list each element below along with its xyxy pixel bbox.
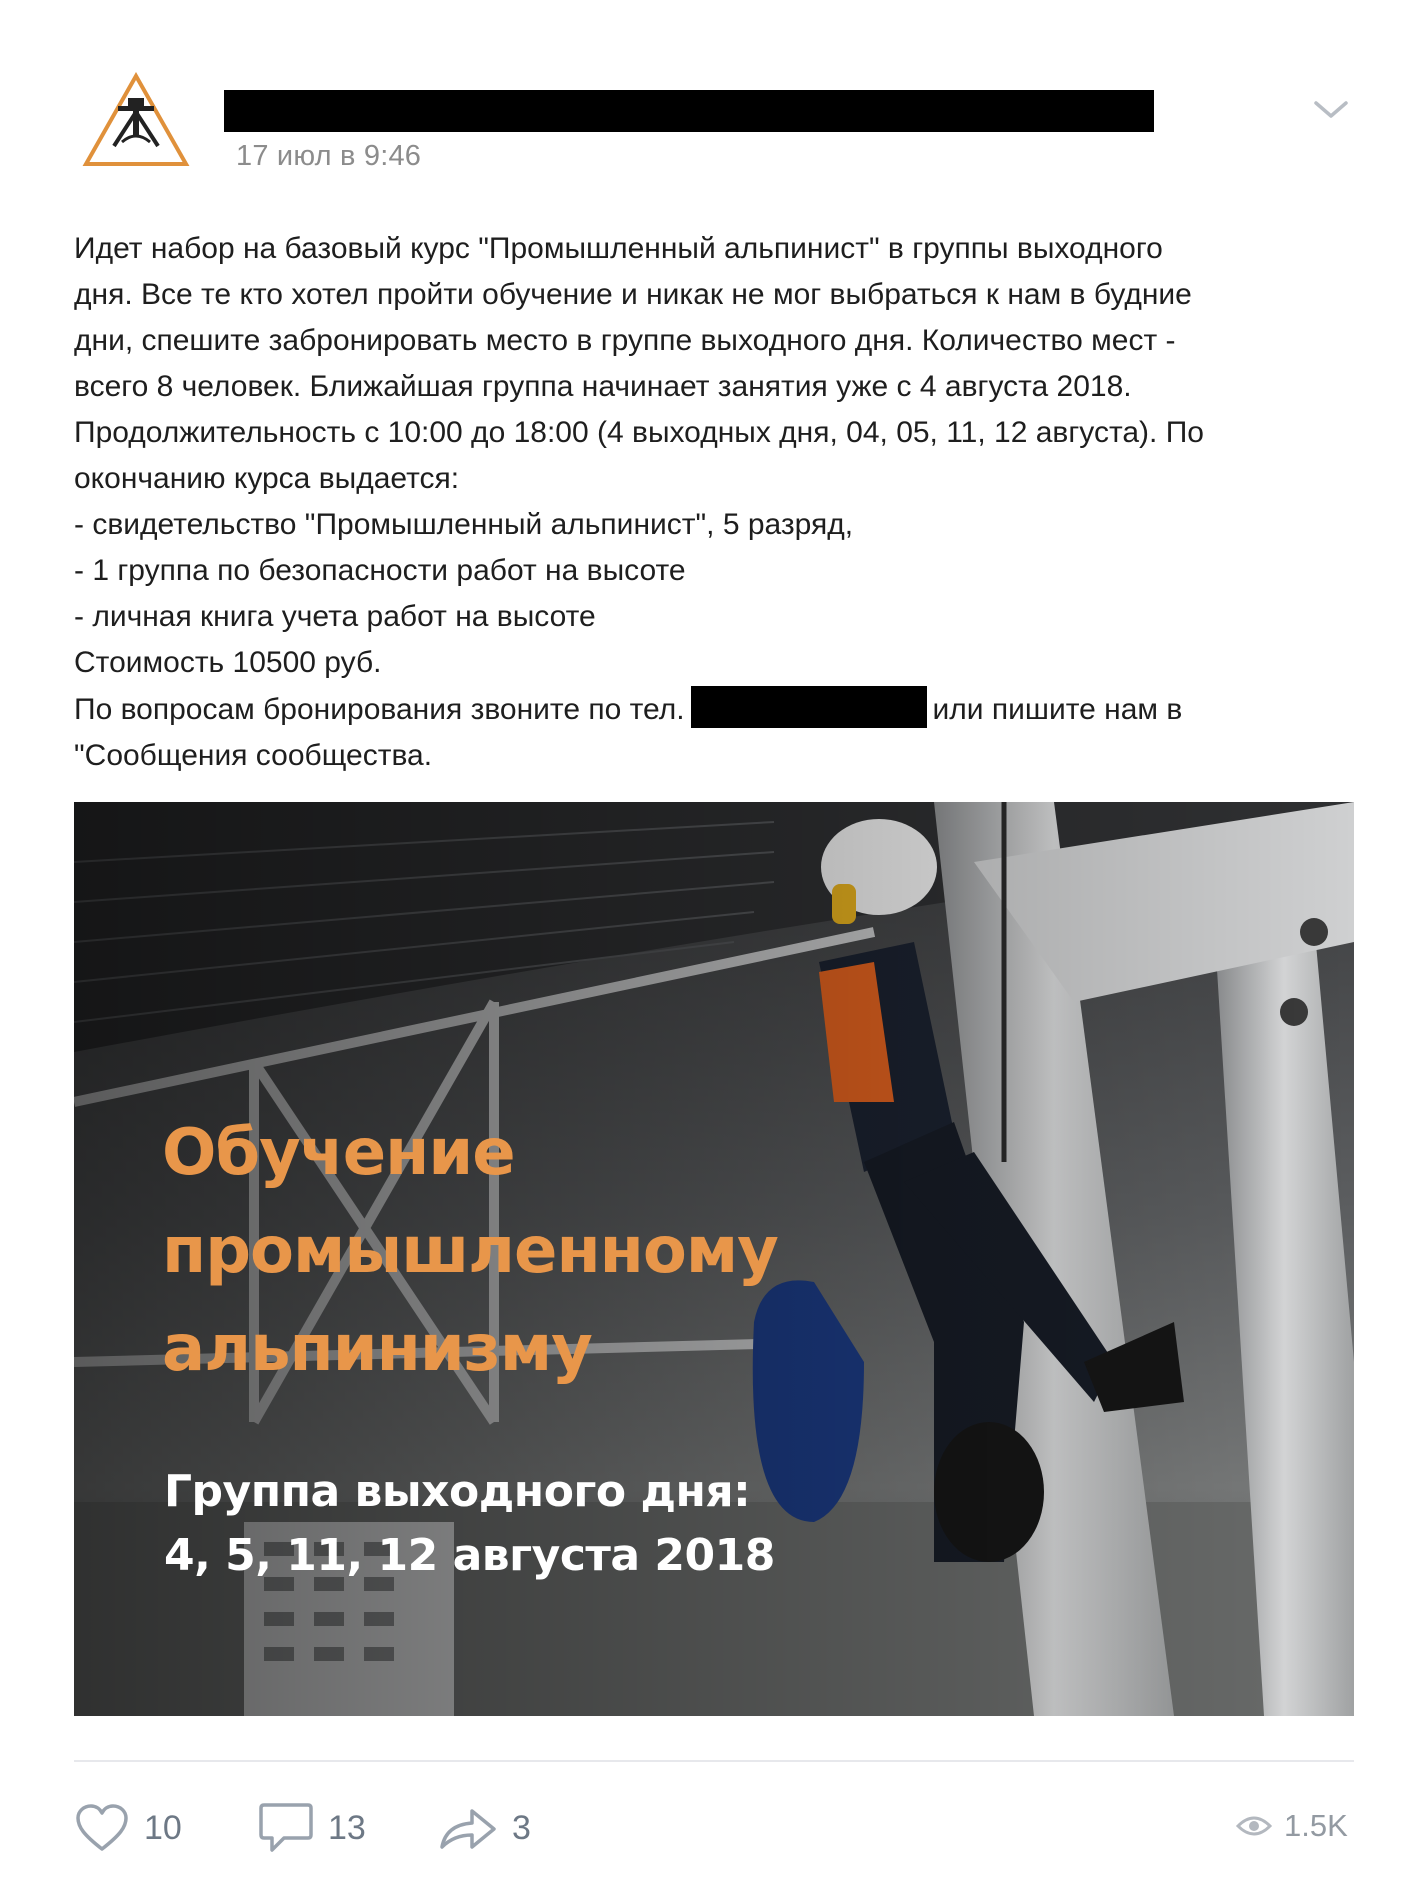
share-count: 3 [512, 1808, 531, 1847]
post-text-line: дня. Все те кто хотел пройти обучение и никак не мог выбраться к нам в будние [74, 278, 1192, 311]
post-text-line: дни, спешите забронировать место в группе выходного дня. Количество мест - [74, 324, 1176, 357]
post-text-line: окончанию курса выдается: [74, 462, 460, 495]
banner-subtitle-line: 4, 5, 11, 12 августа 2018 [164, 1530, 775, 1581]
banner-subtitle-line: Группа выходного дня: [164, 1466, 751, 1517]
eye-icon [1236, 1814, 1272, 1838]
comment-icon [258, 1801, 314, 1855]
banner-title-line: Обучение [162, 1116, 515, 1190]
post-timestamp[interactable]: 17 июл в 9:46 [236, 140, 422, 172]
post-text-fragment: По вопросам бронирования звоните по тел. [74, 693, 685, 726]
logo-icon [82, 72, 190, 168]
phone-number-redacted [691, 686, 927, 728]
comment-count: 13 [328, 1808, 366, 1847]
post-text-line: "Сообщения сообщества. [74, 739, 433, 772]
post-text-fragment: или пишите нам в [932, 693, 1183, 726]
post-text-line: Продолжительность с 10:00 до 18:00 (4 выходных дня, 04, 05, 11, 12 августа). По [74, 416, 1204, 449]
post-text-line: - 1 группа по безопасности работ на высоте [74, 554, 686, 587]
post-text [74, 226, 1364, 779]
like-count: 10 [144, 1808, 182, 1847]
post-text-line: - свидетельство "Промышленный альпинист", 5 разряд, [74, 508, 854, 541]
post-text-line: Идет набор на базовый курс "Промышленный альпинист" в группы выходного [74, 232, 1163, 265]
banner-subtitle [164, 1460, 775, 1588]
post-menu-button[interactable] [1312, 98, 1350, 122]
post-text-line: всего 8 человек. Ближайшая группа начинает занятия уже с 4 августа 2018. [74, 370, 1132, 403]
views-count: 1.5K [1284, 1808, 1348, 1843]
divider [74, 1760, 1354, 1762]
post-text-line: Стоимость 10500 руб. [74, 646, 382, 679]
post-text-line [74, 686, 1364, 733]
author-name-redacted [224, 90, 1154, 132]
banner-title-line: промышленному [162, 1214, 778, 1288]
share-button[interactable] [438, 1800, 531, 1856]
share-icon [438, 1803, 498, 1853]
like-button[interactable] [74, 1800, 182, 1856]
views-counter [1236, 1808, 1348, 1844]
heart-icon [74, 1803, 130, 1853]
community-avatar[interactable] [82, 72, 190, 168]
comment-button[interactable] [258, 1800, 366, 1856]
banner-title [162, 1104, 778, 1398]
post-image[interactable] [74, 802, 1354, 1716]
post-text-line: - личная книга учета работ на высоте [74, 600, 596, 633]
chevron-down-icon [1312, 98, 1350, 122]
banner-title-line: альпинизму [162, 1312, 592, 1386]
